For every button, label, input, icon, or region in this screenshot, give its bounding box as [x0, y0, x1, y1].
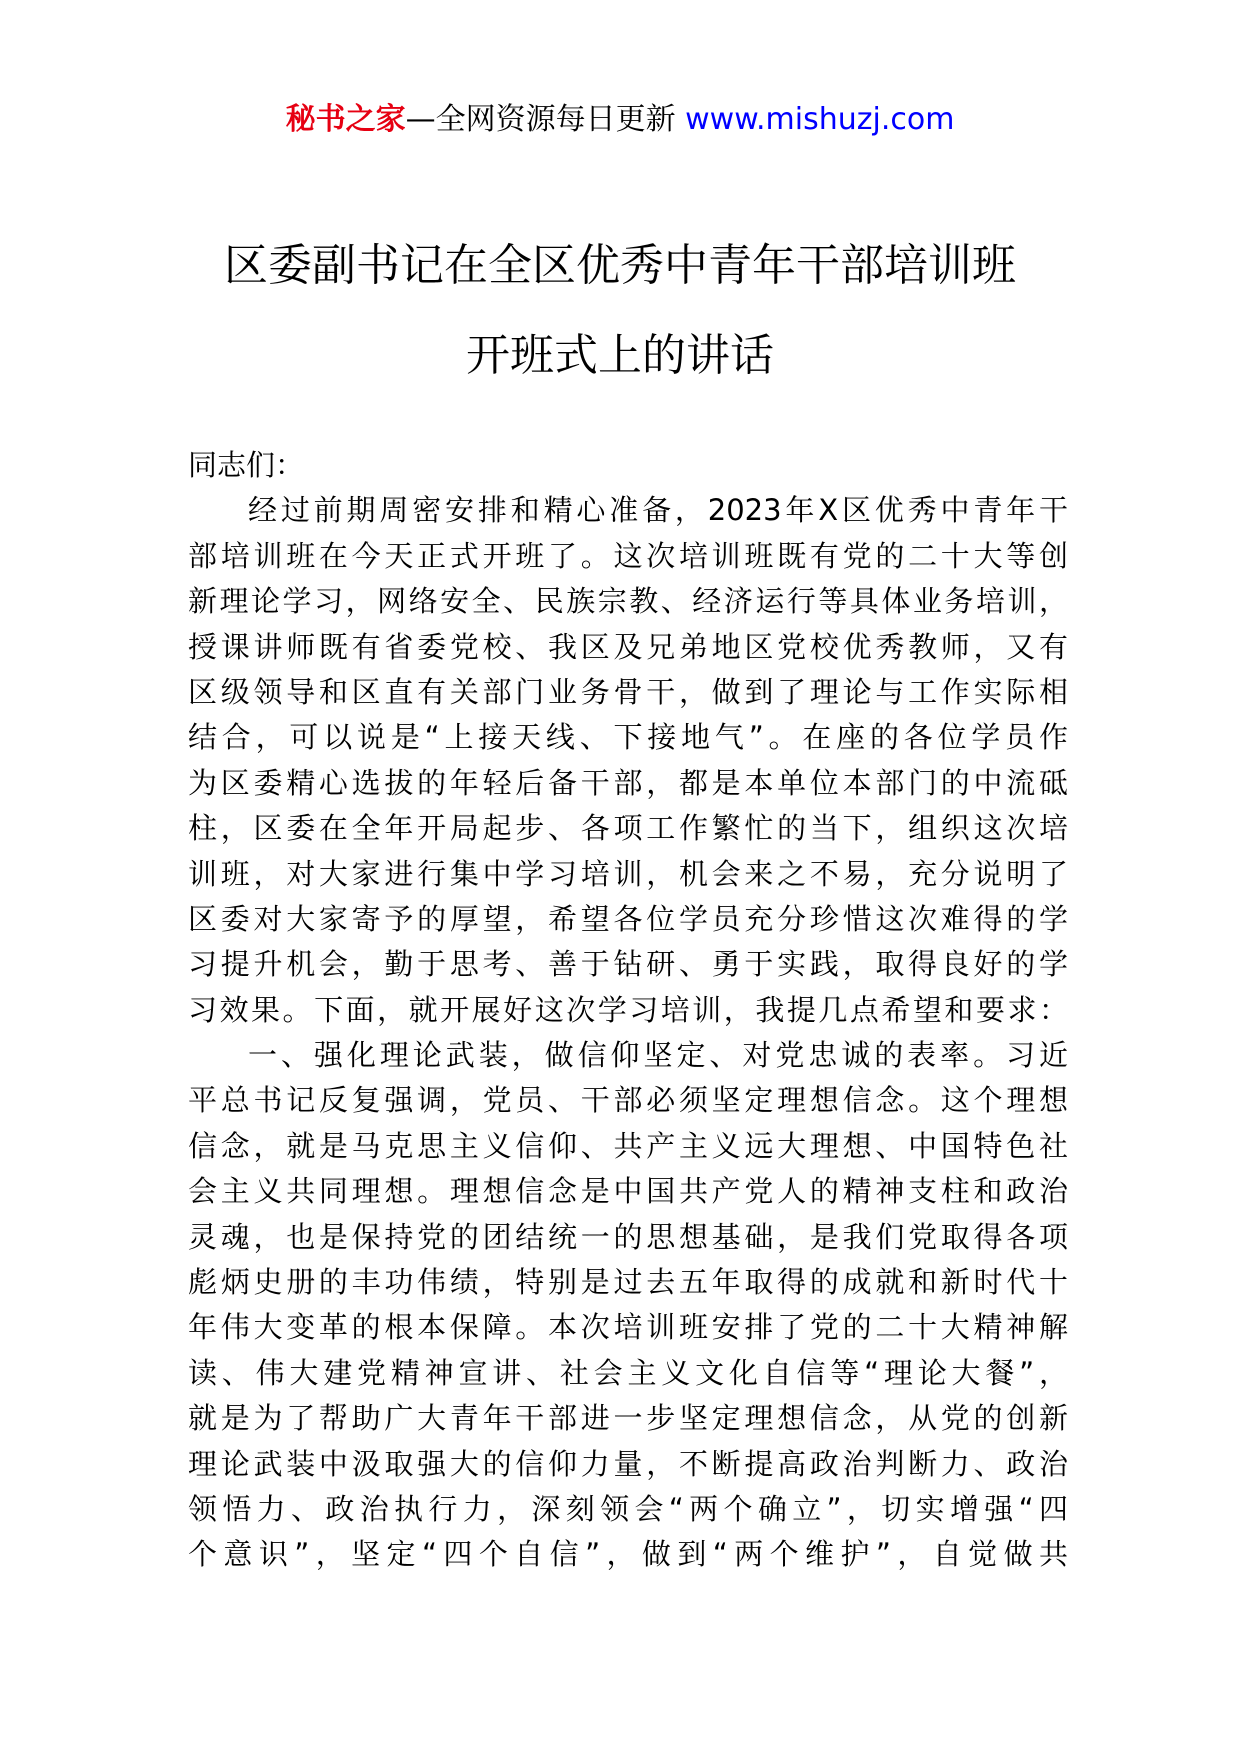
site-header: [0, 98, 1240, 142]
text-line: 经过前期周密安排和精心准备，2023年X区优秀中青年干: [248, 493, 1068, 528]
text-line: 信念，就是马克思主义信仰、共产主义远大理想、中国特色社: [188, 1128, 1068, 1163]
document-title-line-1: 区委副书记在全区优秀中青年干部培训班: [224, 240, 1016, 291]
text-line: 灵魂，也是保持党的团结统一的思想基础，是我们党取得各项: [188, 1219, 1068, 1254]
text-line: 理论武装中汲取强大的信仰力量，不断提高政治判断力、政治: [188, 1446, 1068, 1481]
text-line: 平总书记反复强调，党员、干部必须坚定理想信念。这个理想: [188, 1083, 1068, 1118]
text-line: 授课讲师既有省委党校、我区及兄弟地区党校优秀教师，又有: [188, 629, 1068, 664]
site-tagline: —全网资源每日更新: [405, 102, 676, 137]
text-line: 区级领导和区直有关部门业务骨干，做到了理论与工作实际相: [188, 674, 1068, 709]
text-line: 部培训班在今天正式开班了。这次培训班既有党的二十大等创: [188, 538, 1068, 573]
text-line: 会主义共同理想。理想信念是中国共产党人的精神支柱和政治: [188, 1174, 1068, 1209]
document-title-line-2: 开班式上的讲话: [466, 330, 774, 381]
text-line: 个意识”，坚定“四个自信”，做到“两个维护”，自觉做共: [188, 1537, 1068, 1572]
text-line: 年伟大变革的根本保障。本次培训班安排了党的二十大精神解: [188, 1310, 1068, 1345]
text-line: 区委对大家寄予的厚望，希望各位学员充分珍惜这次难得的学: [188, 901, 1068, 936]
text-line: 读、伟大建党精神宣讲、社会主义文化自信等“理论大餐”，: [188, 1355, 1068, 1390]
text-line: 就是为了帮助广大青年干部进一步坚定理想信念，从党的创新: [188, 1401, 1068, 1436]
section-heading-line: 一、强化理论武装，做信仰坚定、对党忠诚的表率。习近: [248, 1038, 1068, 1073]
speech-body: [188, 443, 1068, 1578]
site-url-link[interactable]: www.mishuzj.com: [685, 102, 955, 137]
text-line: 领悟力、政治执行力，深刻领会“两个确立”，切实增强“四: [188, 1491, 1068, 1526]
site-brand: 秘书之家: [285, 102, 406, 137]
text-line: 新理论学习，网络安全、民族宗教、经济运行等具体业务培训，: [188, 584, 1068, 619]
text-line: 训班，对大家进行集中学习培训，机会来之不易，充分说明了: [188, 856, 1068, 891]
salutation: 同志们：: [188, 448, 305, 482]
text-line: 习效果。下面，就开展好这次学习培训，我提几点希望和要求：: [188, 992, 1068, 1027]
text-line: 为区委精心选拔的年轻后备干部，都是本单位本部门的中流砥: [188, 765, 1068, 800]
text-line: 彪炳史册的丰功伟绩，特别是过去五年取得的成就和新时代十: [188, 1265, 1068, 1300]
text-line: 结合，可以说是“上接天线、下接地气”。在座的各位学员作: [188, 720, 1068, 755]
text-line: 习提升机会，勤于思考、善于钻研、勇于实践，取得良好的学: [188, 947, 1068, 982]
text-line: 柱，区委在全年开局起步、各项工作繁忙的当下，组织这次培: [188, 811, 1068, 846]
